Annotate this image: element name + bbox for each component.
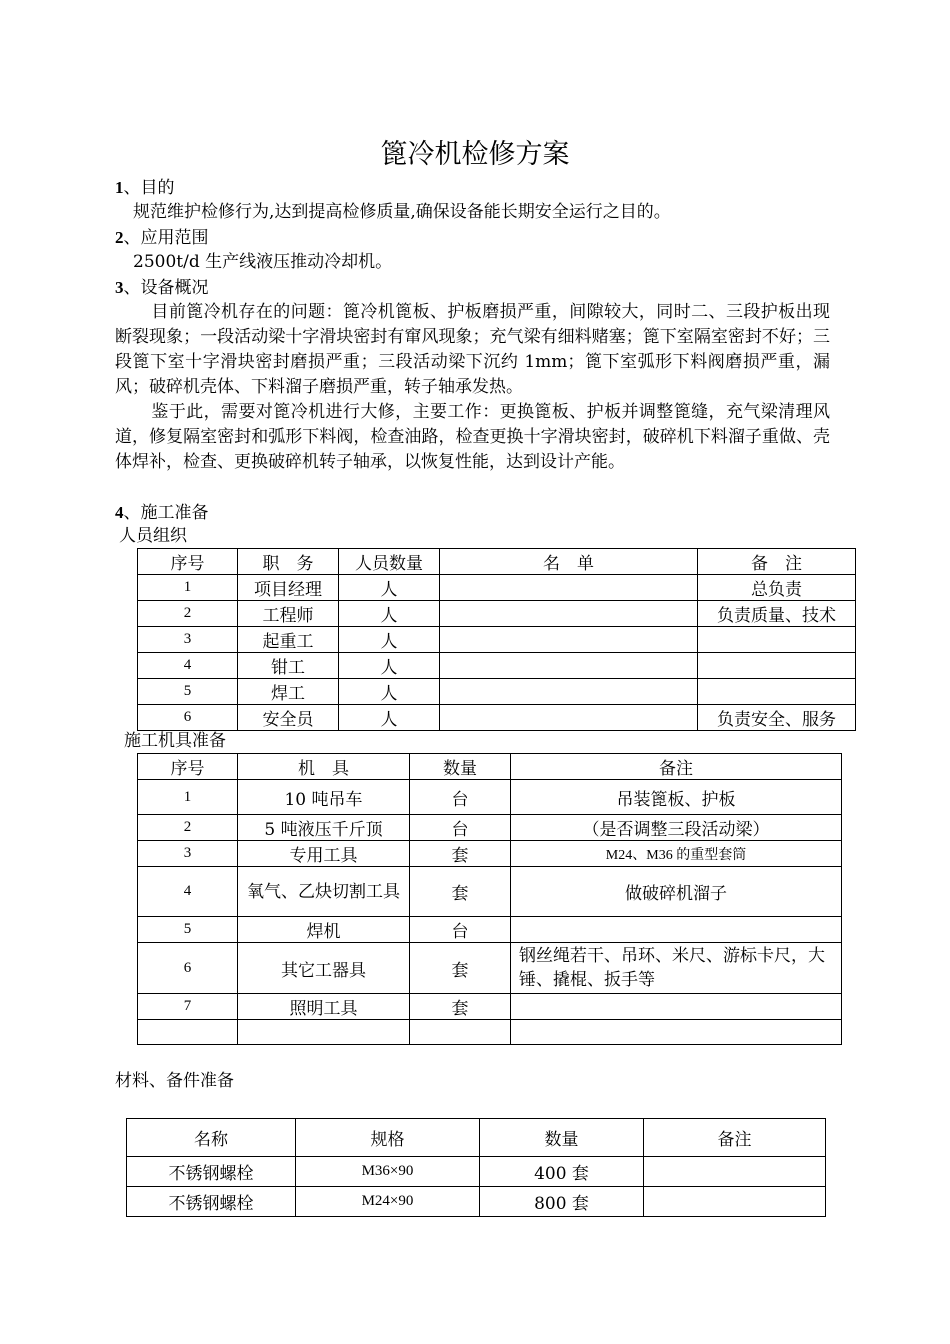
table-cell — [644, 1187, 826, 1217]
table-cell: M24、M36 的重型套筒 — [511, 841, 842, 867]
table-cell — [511, 1020, 842, 1045]
table-cell — [511, 917, 842, 943]
table-cell: 套 — [410, 943, 511, 994]
table-cell: 3 — [138, 841, 238, 867]
table-cell — [698, 653, 856, 679]
table-row — [138, 705, 856, 731]
table-cell: 人 — [339, 601, 440, 627]
section-4-number: 4 — [115, 503, 124, 522]
paragraph-1-text: 目前篦冷机存在的问题：篦冷机篦板、护板磨损严重，间隙较大，同时二、三段护板出现断裂现象；一段活动梁十字滑块密封有窜风现象；充气梁有细料赌塞；篦下室隔室密封不好；三段篦下室十字滑块密封磨损严重；三段活动梁下沉约 1mm；篦下室弧形下料阀磨损严重，漏风；破碎机壳体、下料溜子磨损严重，转子轴承发热。 — [115, 302, 830, 397]
tools-header-row — [138, 754, 842, 780]
document-title: 篦冷机检修方案 — [380, 139, 570, 170]
table-row — [138, 575, 856, 601]
table-cell: 套 — [410, 841, 511, 867]
section-1-title: 、目的 — [123, 178, 175, 198]
table-row — [138, 994, 842, 1020]
materials-header-cell: 备注 — [644, 1119, 826, 1157]
section-3-title: 、设备概况 — [123, 278, 209, 298]
table-cell: 800 套 — [480, 1187, 644, 1217]
table-row — [138, 841, 842, 867]
personnel-header-cell: 职 务 — [238, 549, 339, 575]
table-cell: 负责安全、服务 — [698, 705, 856, 731]
tools-header-cell: 机 具 — [238, 754, 410, 780]
section-3-heading — [115, 275, 209, 301]
table-cell: 套 — [410, 867, 511, 917]
table-cell: 人 — [339, 679, 440, 705]
section-1-heading — [115, 175, 175, 201]
table-cell: 不锈钢螺栓 — [127, 1187, 296, 1217]
section-4-title: 、施工准备 — [123, 503, 209, 523]
materials-header-cell: 名称 — [127, 1119, 296, 1157]
table-cell: 5 — [138, 917, 238, 943]
table-cell: M24×90 — [296, 1187, 480, 1217]
table-cell: （是否调整三段活动梁） — [511, 815, 842, 841]
materials-header-row — [127, 1119, 826, 1157]
table-cell — [440, 575, 698, 601]
table-cell: 钢丝绳若干、吊环、米尺、游标卡尺，大锤、撬棍、扳手等 — [511, 943, 842, 994]
section-2-heading — [115, 225, 209, 251]
personnel-header-cell: 序号 — [138, 549, 238, 575]
personnel-header-cell: 名 单 — [440, 549, 698, 575]
table-cell: 人 — [339, 575, 440, 601]
table-cell: 工程师 — [238, 601, 339, 627]
table-cell: 吊装篦板、护板 — [511, 780, 842, 815]
table-cell: 6 — [138, 705, 238, 731]
table-cell: 4 — [138, 653, 238, 679]
table-row — [138, 679, 856, 705]
table-cell: 5 — [138, 679, 238, 705]
table-cell: 钳工 — [238, 653, 339, 679]
table-cell: 人 — [339, 627, 440, 653]
table-cell: 氧气、乙炔切割工具 — [238, 867, 410, 917]
table-row — [138, 653, 856, 679]
section-3-paragraph-1 — [115, 300, 830, 400]
table-row — [127, 1187, 826, 1217]
table-cell: 台 — [410, 917, 511, 943]
materials-label: 材料、备件准备 — [115, 1071, 234, 1091]
table-cell — [440, 627, 698, 653]
table-row — [138, 780, 842, 815]
table-cell: 1 — [138, 575, 238, 601]
table-cell — [410, 1020, 511, 1045]
personnel-header-cell: 备 注 — [698, 549, 856, 575]
tools-header-cell: 序号 — [138, 754, 238, 780]
table-cell: 400 套 — [480, 1157, 644, 1187]
materials-header-cell: 规格 — [296, 1119, 480, 1157]
section-2-text: 2500t/d 生产线液压推动冷却机。 — [133, 252, 393, 272]
table-cell: 其它工器具 — [238, 943, 410, 994]
table-row — [138, 867, 842, 917]
table-row — [138, 815, 842, 841]
table-cell: 安全员 — [238, 705, 339, 731]
table-cell: 人 — [339, 705, 440, 731]
table-cell — [698, 627, 856, 653]
table-cell: 项目经理 — [238, 575, 339, 601]
table-cell — [440, 653, 698, 679]
table-cell: 1 — [138, 780, 238, 815]
table-cell: 2 — [138, 601, 238, 627]
tools-table — [137, 753, 842, 1045]
table-row — [138, 917, 842, 943]
table-cell: 照明工具 — [238, 994, 410, 1020]
table-cell: 台 — [410, 815, 511, 841]
table-row — [138, 1020, 842, 1045]
table-cell: 台 — [410, 780, 511, 815]
tools-label: 施工机具准备 — [124, 731, 226, 751]
table-row — [138, 627, 856, 653]
table-cell: 起重工 — [238, 627, 339, 653]
table-cell — [644, 1157, 826, 1187]
table-cell — [698, 679, 856, 705]
table-cell: 3 — [138, 627, 238, 653]
section-2-title: 、应用范围 — [123, 228, 209, 248]
table-cell: M36×90 — [296, 1157, 480, 1187]
paragraph-2-text: 鉴于此，需要对篦冷机进行大修，主要工作：更换篦板、护板并调整篦缝，充气梁清理风道，修复隔室密封和弧形下料阀，检查油路，检查更换十字滑块密封，破碎机下料溜子重做、壳体焊补，检查、更换破碎机转子轴承，以恢复性能，达到设计产能。 — [115, 402, 830, 472]
section-3-paragraph-2 — [115, 400, 830, 475]
table-cell: 4 — [138, 867, 238, 917]
table-cell — [440, 601, 698, 627]
table-cell: 10 吨吊车 — [238, 780, 410, 815]
table-cell — [511, 994, 842, 1020]
table-cell — [440, 705, 698, 731]
table-cell: 总负责 — [698, 575, 856, 601]
materials-table — [126, 1118, 826, 1217]
table-cell: 7 — [138, 994, 238, 1020]
table-row — [138, 601, 856, 627]
tools-header-cell: 数量 — [410, 754, 511, 780]
table-cell: 6 — [138, 943, 238, 994]
table-row — [138, 943, 842, 994]
table-row — [127, 1157, 826, 1187]
personnel-header-row — [138, 549, 856, 575]
personnel-header-cell: 人员数量 — [339, 549, 440, 575]
section-1-text: 规范维护检修行为,达到提高检修质量,确保设备能长期安全运行之目的。 — [133, 202, 671, 222]
table-cell: 焊工 — [238, 679, 339, 705]
personnel-table — [137, 548, 856, 731]
table-cell — [238, 1020, 410, 1045]
table-cell: 5 吨液压千斤顶 — [238, 815, 410, 841]
section-3-number: 3 — [115, 278, 124, 297]
table-cell — [138, 1020, 238, 1045]
table-cell: 2 — [138, 815, 238, 841]
tools-header-cell: 备注 — [511, 754, 842, 780]
table-cell: 人 — [339, 653, 440, 679]
section-2-number: 2 — [115, 228, 124, 247]
section-4-heading — [115, 500, 209, 526]
table-cell: 焊机 — [238, 917, 410, 943]
table-cell — [440, 679, 698, 705]
personnel-label: 人员组织 — [119, 526, 187, 546]
table-cell: 套 — [410, 994, 511, 1020]
table-cell: 专用工具 — [238, 841, 410, 867]
section-1-number: 1 — [115, 178, 124, 197]
table-cell: 负责质量、技术 — [698, 601, 856, 627]
table-cell: 做破碎机溜子 — [511, 867, 842, 917]
table-cell: 不锈钢螺栓 — [127, 1157, 296, 1187]
materials-header-cell: 数量 — [480, 1119, 644, 1157]
